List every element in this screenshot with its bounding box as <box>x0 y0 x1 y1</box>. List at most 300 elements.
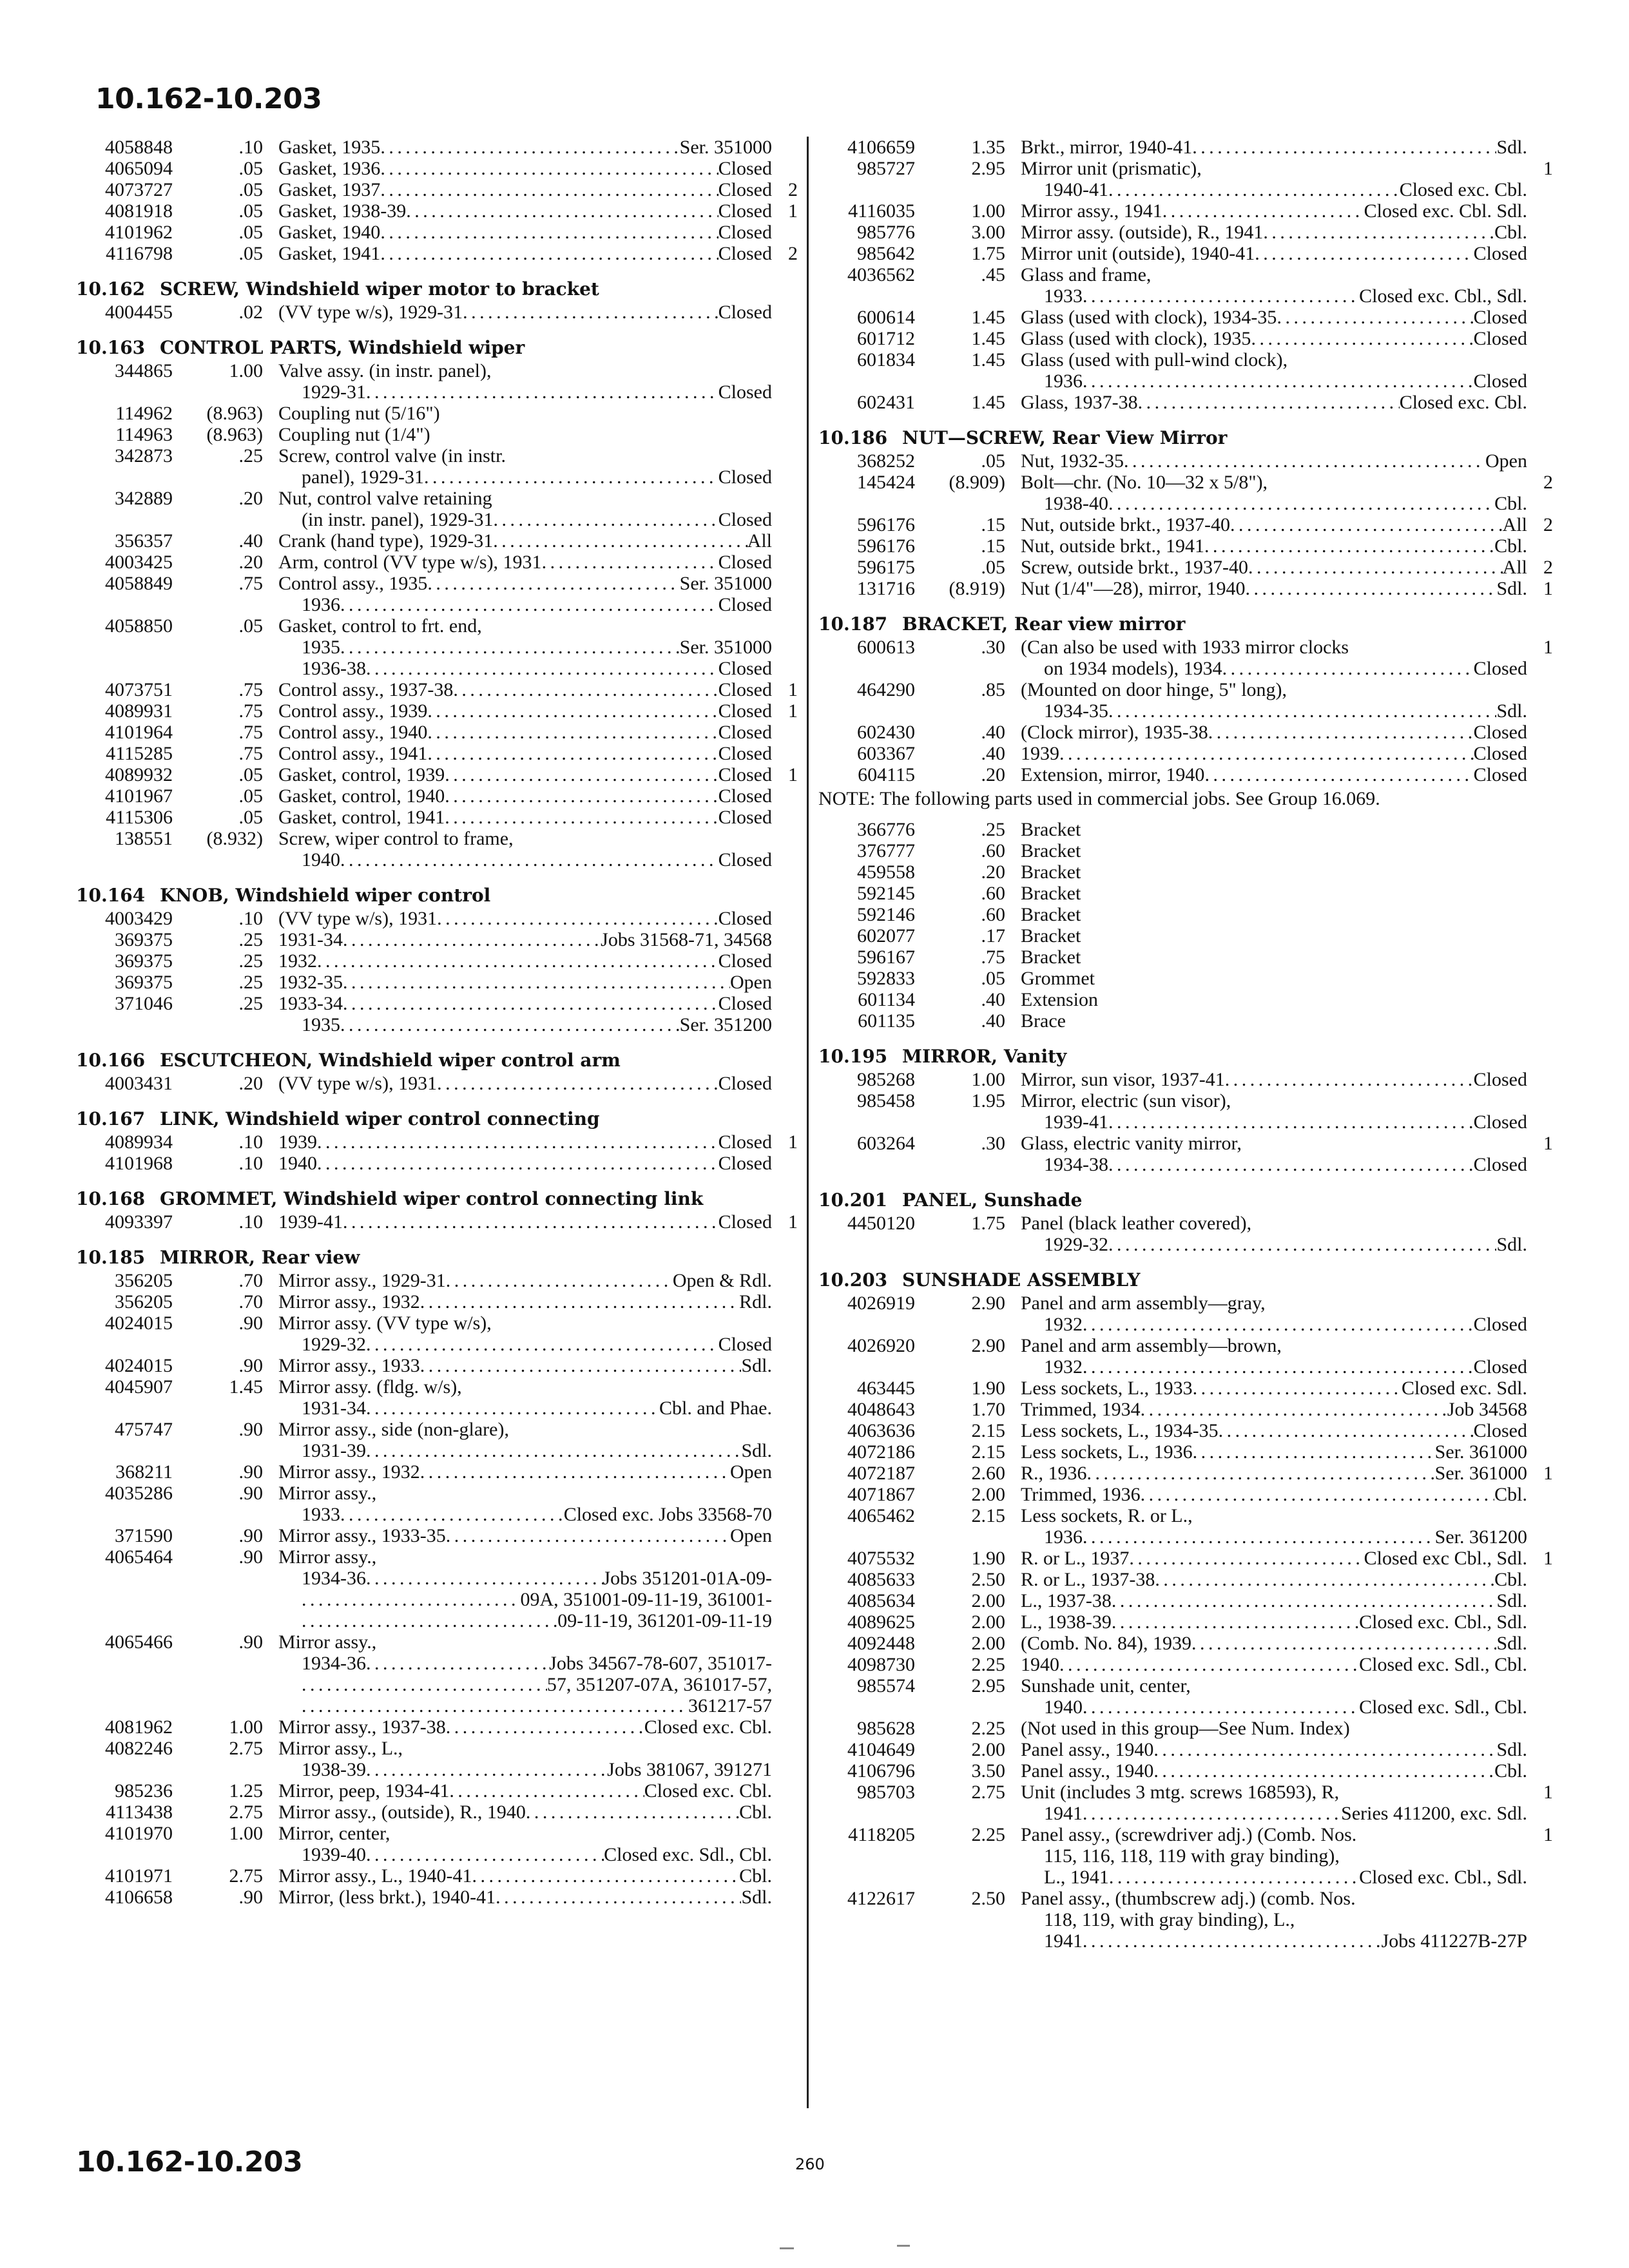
part-number: 4106659 <box>847 137 915 158</box>
parts-row <box>818 764 1553 785</box>
description-line <box>278 1589 772 1610</box>
quantity <box>772 573 798 615</box>
parts-row <box>818 450 1553 472</box>
part-description <box>1005 1378 1527 1399</box>
part-price: 1.95 <box>971 1090 1005 1111</box>
part-price: .75 <box>238 722 263 743</box>
description-line <box>278 849 772 870</box>
application-value: Closed <box>718 764 772 785</box>
description-line <box>1021 472 1527 493</box>
quantity <box>772 722 798 743</box>
application-value: 361217-57 <box>688 1695 772 1716</box>
part-price: .25 <box>238 950 263 972</box>
part-description <box>263 222 772 243</box>
description-text: 1931-39 <box>302 1440 366 1461</box>
description-text: Nut, outside brkt., 1941 <box>1021 535 1204 557</box>
quantity <box>1527 1718 1553 1739</box>
application-value: Cbl. <box>1494 1760 1527 1782</box>
quantity <box>772 552 798 573</box>
parts-row <box>818 392 1553 413</box>
application-value: Jobs 34567-78-607, 351017- <box>549 1653 772 1674</box>
part-number: 4071867 <box>847 1484 915 1505</box>
application-value: Ser. 351000 <box>679 637 772 658</box>
part-price: .20 <box>238 1073 263 1094</box>
quantity <box>1527 200 1553 222</box>
description-line <box>1021 535 1527 557</box>
part-description <box>1005 1548 1527 1569</box>
dot-leader <box>1108 1111 1474 1133</box>
part-description <box>1005 1420 1527 1441</box>
part-description <box>1005 819 1527 840</box>
parts-row <box>76 807 798 828</box>
part-number: 4089934 <box>105 1131 173 1153</box>
quantity <box>772 158 798 179</box>
parts-group <box>818 1269 1553 1952</box>
part-number: 985574 <box>857 1675 915 1696</box>
quantity <box>772 929 798 950</box>
description-text: 1940 <box>1021 1654 1059 1675</box>
description-text: 1934-36 <box>302 1568 366 1589</box>
dot-leader <box>1251 328 1473 349</box>
quantity: 1 <box>788 679 798 700</box>
description-line <box>1021 1569 1527 1590</box>
description-line <box>278 573 772 594</box>
description-text: Gasket, 1941 <box>278 243 381 264</box>
group-note: NOTE: The following parts used in commercial jobs. See Group 16.069. <box>818 788 1380 809</box>
parts-row <box>76 1802 798 1823</box>
quantity <box>1527 264 1553 307</box>
part-price: 2.00 <box>971 1611 1005 1633</box>
description-text: 1940 <box>302 849 340 870</box>
part-number: 368252 <box>857 450 915 472</box>
description-line <box>1021 137 1527 158</box>
description-line <box>278 243 772 264</box>
description-line <box>1021 764 1527 785</box>
description-text: Less sockets, L., 1936 <box>1021 1441 1193 1463</box>
description-text: Panel assy., (screwdriver adj.) (Comb. Nos. <box>1021 1824 1357 1845</box>
description-line <box>278 1738 772 1759</box>
part-description <box>263 972 772 993</box>
part-number: 4101967 <box>105 785 173 807</box>
part-description <box>263 302 772 323</box>
description-text: Mirror assy., 1932 <box>278 1291 420 1312</box>
part-description <box>1005 1739 1527 1760</box>
application-value: Jobs 351201-01A-09- <box>602 1568 772 1589</box>
description-text: Panel and arm assembly—gray, <box>1021 1293 1266 1314</box>
dot-leader <box>1059 1654 1359 1675</box>
quantity <box>772 1631 798 1716</box>
description-text: Gasket, control, 1940 <box>278 785 445 807</box>
parts-row <box>76 1461 798 1483</box>
quantity <box>1527 883 1553 904</box>
dot-leader <box>1153 1760 1494 1782</box>
description-text: (in instr. panel), 1929-31 <box>302 509 494 530</box>
parts-row <box>818 1335 1553 1378</box>
description-line <box>1021 1803 1527 1824</box>
quantity: 1 <box>788 700 798 722</box>
part-description <box>1005 947 1527 968</box>
description-line <box>278 700 772 722</box>
parts-group <box>818 1189 1553 1255</box>
quantity <box>772 1073 798 1094</box>
quantity <box>772 785 798 807</box>
quantity <box>1527 764 1553 785</box>
part-price: .10 <box>238 1131 263 1153</box>
quantity <box>1527 1760 1553 1782</box>
dot-leader <box>343 972 730 993</box>
quantity <box>772 1865 798 1887</box>
part-price: .15 <box>981 514 1005 535</box>
description-line <box>1021 1633 1527 1654</box>
dot-leader <box>1108 1154 1474 1175</box>
part-description <box>1005 989 1527 1010</box>
quantity <box>1527 1611 1553 1633</box>
part-price: .90 <box>238 1631 263 1653</box>
part-description <box>263 615 772 679</box>
application-value: Closed <box>718 552 772 573</box>
dot-leader <box>453 679 718 700</box>
application-value: Closed exc. Sdl., Cbl. <box>604 1844 772 1865</box>
description-line <box>1021 1654 1527 1675</box>
part-number: 985727 <box>857 158 915 179</box>
quantity <box>772 828 798 870</box>
scan-mark <box>897 2245 910 2247</box>
description-line <box>1021 840 1527 861</box>
parts-row <box>818 1010 1553 1032</box>
description-line <box>278 509 772 530</box>
part-number: 114963 <box>115 424 173 445</box>
group-heading <box>818 613 1553 635</box>
part-description <box>263 1887 772 1908</box>
description-line <box>1021 658 1527 679</box>
description-text: 1929-32 <box>1044 1234 1108 1255</box>
group-number: 10.167 <box>76 1108 146 1129</box>
description-text: 1934-38 <box>1044 1154 1108 1175</box>
parts-row <box>76 1211 798 1233</box>
description-line <box>1021 370 1527 392</box>
description-text: Mirror unit (outside), 1940-41 <box>1021 243 1255 264</box>
description-line <box>1021 493 1527 514</box>
application-value: Closed <box>1473 743 1527 764</box>
part-number: 601135 <box>858 1010 915 1032</box>
dot-leader <box>1124 450 1485 472</box>
part-number: 114962 <box>115 403 173 424</box>
quantity: 1 <box>1543 637 1553 658</box>
quantity <box>772 1525 798 1546</box>
part-description <box>1005 679 1527 722</box>
parts-row <box>818 1654 1553 1675</box>
description-text: R., 1936 <box>1021 1463 1087 1484</box>
description-text: Brkt., mirror, 1940-41 <box>1021 137 1193 158</box>
group-heading <box>76 885 798 907</box>
quantity <box>1527 1888 1553 1952</box>
part-price: .10 <box>238 908 263 929</box>
quantity <box>1527 1441 1553 1463</box>
part-price: .10 <box>238 137 263 158</box>
dot-leader <box>1204 535 1494 557</box>
part-price: 1.45 <box>971 307 1005 328</box>
group-title: KNOB, Windshield wiper control <box>160 885 491 906</box>
parts-row <box>818 535 1553 557</box>
dot-leader <box>1083 370 1474 392</box>
description-text: Crank (hand type), 1929-31 <box>278 530 494 552</box>
part-description <box>1005 472 1527 514</box>
quantity <box>772 972 798 993</box>
description-text: 1939-41 <box>1044 1111 1108 1133</box>
part-number: 464290 <box>857 679 915 700</box>
description-text: Panel (black leather covered), <box>1021 1213 1252 1234</box>
description-line <box>278 679 772 700</box>
application-value: Closed exc. Cbl., Sdl. <box>1359 1867 1527 1888</box>
part-description <box>1005 1782 1527 1824</box>
description-text: 1933 <box>1044 285 1083 307</box>
part-price: .75 <box>981 947 1005 968</box>
group-number: 10.195 <box>818 1046 888 1067</box>
description-text: 1940 <box>1044 1696 1083 1718</box>
part-number: 371046 <box>115 993 173 1014</box>
dot-leader <box>446 1270 673 1291</box>
part-price: 2.75 <box>971 1782 1005 1803</box>
parts-row <box>76 972 798 993</box>
description-line <box>1021 1611 1527 1633</box>
quantity <box>772 1291 798 1312</box>
part-number: 4115285 <box>106 743 173 764</box>
part-number: 4045907 <box>105 1376 173 1398</box>
dot-leader <box>1083 1803 1341 1824</box>
application-value: Closed <box>1473 1111 1527 1133</box>
part-number: 4101968 <box>105 1153 173 1174</box>
part-description <box>263 424 772 445</box>
description-text: Trimmed, 1936 <box>1021 1484 1141 1505</box>
part-number: 4082246 <box>105 1738 173 1759</box>
dot-leader <box>343 993 718 1014</box>
part-price: .05 <box>981 450 1005 472</box>
description-text: Arm, control (VV type w/s), 1931 <box>278 552 542 573</box>
part-number: 4106658 <box>105 1887 173 1908</box>
part-price: .20 <box>238 552 263 573</box>
description-line <box>1021 1420 1527 1441</box>
description-line <box>1021 1463 1527 1484</box>
application-value: Closed exc. Cbl., Sdl. <box>1359 1611 1527 1633</box>
description-line <box>278 1131 772 1153</box>
part-description <box>1005 861 1527 883</box>
description-line <box>1021 1548 1527 1569</box>
description-line <box>278 828 772 849</box>
description-line <box>278 1865 772 1887</box>
quantity <box>772 615 798 679</box>
part-description <box>263 552 772 573</box>
part-price: .70 <box>238 1270 263 1291</box>
part-number: 4073751 <box>105 679 173 700</box>
description-text: Gasket, 1937 <box>278 179 381 200</box>
application-value: All <box>1502 557 1527 578</box>
description-text: Glass, 1937-38 <box>1021 392 1138 413</box>
dot-leader <box>445 764 718 785</box>
part-description <box>1005 1069 1527 1090</box>
part-price: 1.00 <box>229 1716 263 1738</box>
part-number: 4026920 <box>847 1335 915 1356</box>
application-value: Series 411200, exc. Sdl. <box>1341 1803 1527 1824</box>
dot-leader <box>1191 1633 1496 1654</box>
quantity <box>1527 1378 1553 1399</box>
parts-row <box>76 179 798 200</box>
application-value: Closed exc. Cbl. <box>1399 179 1527 200</box>
description-text: (VV type w/s), 1929-31 <box>278 302 463 323</box>
part-description <box>1005 1611 1527 1633</box>
parts-row <box>818 264 1553 307</box>
description-text: Nut, control valve retaining <box>278 488 492 509</box>
description-text: L., 1937-38 <box>1021 1590 1112 1611</box>
dot-leader <box>472 1865 740 1887</box>
part-number: 4036562 <box>847 264 915 285</box>
application-value: Cbl. <box>739 1865 772 1887</box>
description-line <box>278 658 772 679</box>
quantity <box>772 908 798 929</box>
part-price: 2.50 <box>971 1888 1005 1909</box>
description-line <box>1021 1867 1527 1888</box>
dot-leader <box>1248 557 1503 578</box>
description-text: 1939 <box>278 1131 317 1153</box>
description-text: Sunshade unit, center, <box>1021 1675 1191 1696</box>
part-price: .30 <box>981 1133 1005 1154</box>
dot-leader <box>427 700 718 722</box>
group-title: NUT—SCREW, Rear View Mirror <box>902 427 1228 448</box>
part-price: .05 <box>238 807 263 828</box>
description-text: 1939-40 <box>302 1844 366 1865</box>
parts-group <box>818 613 1553 1032</box>
parts-row <box>76 222 798 243</box>
description-line <box>278 360 772 381</box>
part-number: 596175 <box>857 557 915 578</box>
description-line <box>278 222 772 243</box>
part-price: 2.95 <box>971 158 1005 179</box>
dot-leader <box>380 222 718 243</box>
parts-row <box>818 472 1553 514</box>
part-number: 4116035 <box>848 200 915 222</box>
dot-leader <box>1204 764 1473 785</box>
part-number: 601134 <box>858 989 915 1010</box>
parts-row <box>76 1291 798 1312</box>
dot-leader <box>1155 1569 1494 1590</box>
parts-row <box>818 722 1553 743</box>
part-description <box>1005 1213 1527 1255</box>
description-text: Control assy., 1935 <box>278 573 428 594</box>
part-number: 366776 <box>857 819 915 840</box>
part-price: .40 <box>981 722 1005 743</box>
part-price: 2.95 <box>971 1675 1005 1696</box>
application-value: Ser. 361200 <box>1434 1526 1527 1548</box>
description-text: Mirror assy., <box>278 1546 377 1568</box>
part-number: 4101962 <box>105 222 173 243</box>
parts-row <box>818 925 1553 947</box>
part-description <box>1005 243 1527 264</box>
part-price: 2.15 <box>971 1441 1005 1463</box>
description-line <box>1021 1675 1527 1696</box>
quantity <box>772 424 798 445</box>
description-line <box>278 1291 772 1312</box>
parts-row <box>76 243 798 264</box>
application-value: Closed exc. Cbl. <box>644 1716 772 1738</box>
parts-row <box>76 615 798 679</box>
part-description <box>263 158 772 179</box>
quantity <box>772 1419 798 1461</box>
group-title: SUNSHADE ASSEMBLY <box>902 1269 1141 1291</box>
parts-row <box>818 1824 1553 1888</box>
description-line <box>1021 1133 1527 1154</box>
application-value: Closed exc. Sdl. <box>1402 1378 1527 1399</box>
application-value: Closed <box>1473 1154 1527 1175</box>
quantity <box>772 445 798 488</box>
parts-row <box>76 403 798 424</box>
part-price: 2.90 <box>971 1293 1005 1314</box>
description-text: Less sockets, R. or L., <box>1021 1505 1193 1526</box>
description-line <box>278 807 772 828</box>
part-price: .05 <box>238 785 263 807</box>
part-price: 1.75 <box>971 1213 1005 1234</box>
description-line <box>1021 743 1527 764</box>
part-description <box>263 785 772 807</box>
description-text: 1939 <box>1021 743 1059 764</box>
dot-leader <box>1162 200 1364 222</box>
dot-leader <box>380 243 718 264</box>
dot-leader <box>366 381 718 403</box>
dot-leader <box>1153 1739 1496 1760</box>
quantity <box>1527 392 1553 413</box>
quantity <box>772 993 798 1035</box>
parts-row <box>818 1590 1553 1611</box>
quantity <box>1527 819 1553 840</box>
part-number: 600614 <box>857 307 915 328</box>
description-line <box>278 637 772 658</box>
part-price: 2.75 <box>229 1802 263 1823</box>
part-number: 4098730 <box>847 1654 915 1675</box>
description-text: Gasket, control, 1939 <box>278 764 445 785</box>
quantity <box>772 1802 798 1823</box>
description-text: Mirror assy., 1941 <box>1021 200 1162 222</box>
application-value: All <box>747 530 772 552</box>
description-text: (Can also be used with 1933 mirror clocks <box>1021 637 1349 658</box>
page-number: 260 <box>795 2155 825 2173</box>
part-number: 4004455 <box>105 302 173 323</box>
part-description <box>263 1211 772 1233</box>
description-text: Screw, control valve (in instr. <box>278 445 506 466</box>
quantity <box>1527 968 1553 989</box>
part-price: 1.00 <box>971 200 1005 222</box>
part-number: 596176 <box>857 535 915 557</box>
quantity <box>772 222 798 243</box>
description-line <box>278 594 772 615</box>
dot-leader <box>493 530 747 552</box>
application-value: Closed <box>718 1153 772 1174</box>
dot-leader <box>437 1073 718 1094</box>
application-value: Sdl. <box>741 1355 772 1376</box>
part-description <box>1005 450 1527 472</box>
description-text: (VV type w/s), 1931 <box>278 908 438 929</box>
description-line <box>1021 989 1527 1010</box>
description-text: (Not used in this group—See Num. Index) <box>1021 1718 1350 1739</box>
dot-leader <box>1087 1463 1435 1484</box>
description-line <box>1021 1909 1527 1930</box>
description-line <box>1021 1696 1527 1718</box>
parts-row <box>818 328 1553 349</box>
application-value: Closed <box>1473 328 1527 349</box>
description-text: Mirror assy., 1932 <box>278 1461 420 1483</box>
description-text: Mirror unit (prismatic), <box>1021 158 1202 179</box>
part-description <box>263 700 772 722</box>
part-price: 3.50 <box>971 1760 1005 1782</box>
parts-row <box>818 1718 1553 1739</box>
description-text: (VV type w/s), 1931 <box>278 1073 438 1094</box>
